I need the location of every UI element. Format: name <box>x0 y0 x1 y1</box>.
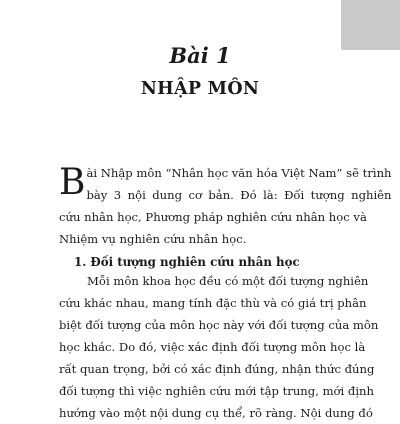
intro-line: bày 3 nội dung cơ bản. Đó là: Đối tượng nghiên <box>86 188 392 202</box>
drop-cap: B <box>59 162 86 203</box>
paragraph-line: đối tượng thì việc nghiên cứu mới tập trung, mới định <box>59 384 374 398</box>
paragraph-line: biệt đối tượng của môn học này với đối tượng của môn <box>59 318 379 332</box>
paragraph-line: học khác. Do đó, việc xác định đối tượng môn học là <box>59 340 366 354</box>
page-corner-tab <box>341 0 400 50</box>
lesson-number: Bài 1 <box>169 43 231 68</box>
intro-line: ài Nhập môn “Nhân học văn hóa Việt Nam” sẽ trình <box>86 166 392 180</box>
intro-line: cứu nhân học, Phương pháp nghiên cứu nhân học và <box>59 210 367 224</box>
paragraph-line: hướng vào một nội dung cụ thể, rõ ràng. Nội dung đó <box>59 406 373 420</box>
intro-paragraph <box>59 162 392 250</box>
section-heading: 1. Đối tượng nghiên cứu nhân học <box>74 255 300 269</box>
paragraph-line: rất quan trọng, bởi có xác định đúng, nhận thức đúng <box>59 362 375 376</box>
intro-line: Nhiệm vụ nghiên cứu nhân học. <box>59 232 247 246</box>
section-paragraph <box>59 270 379 424</box>
paragraph-line: cứu khác nhau, mang tính đặc thù và có giá trị phân <box>59 296 367 310</box>
paragraph-line: Mỗi môn khoa học đều có một đối tượng nghiên <box>87 274 369 288</box>
lesson-title: NHẬP MÔN <box>140 79 260 99</box>
